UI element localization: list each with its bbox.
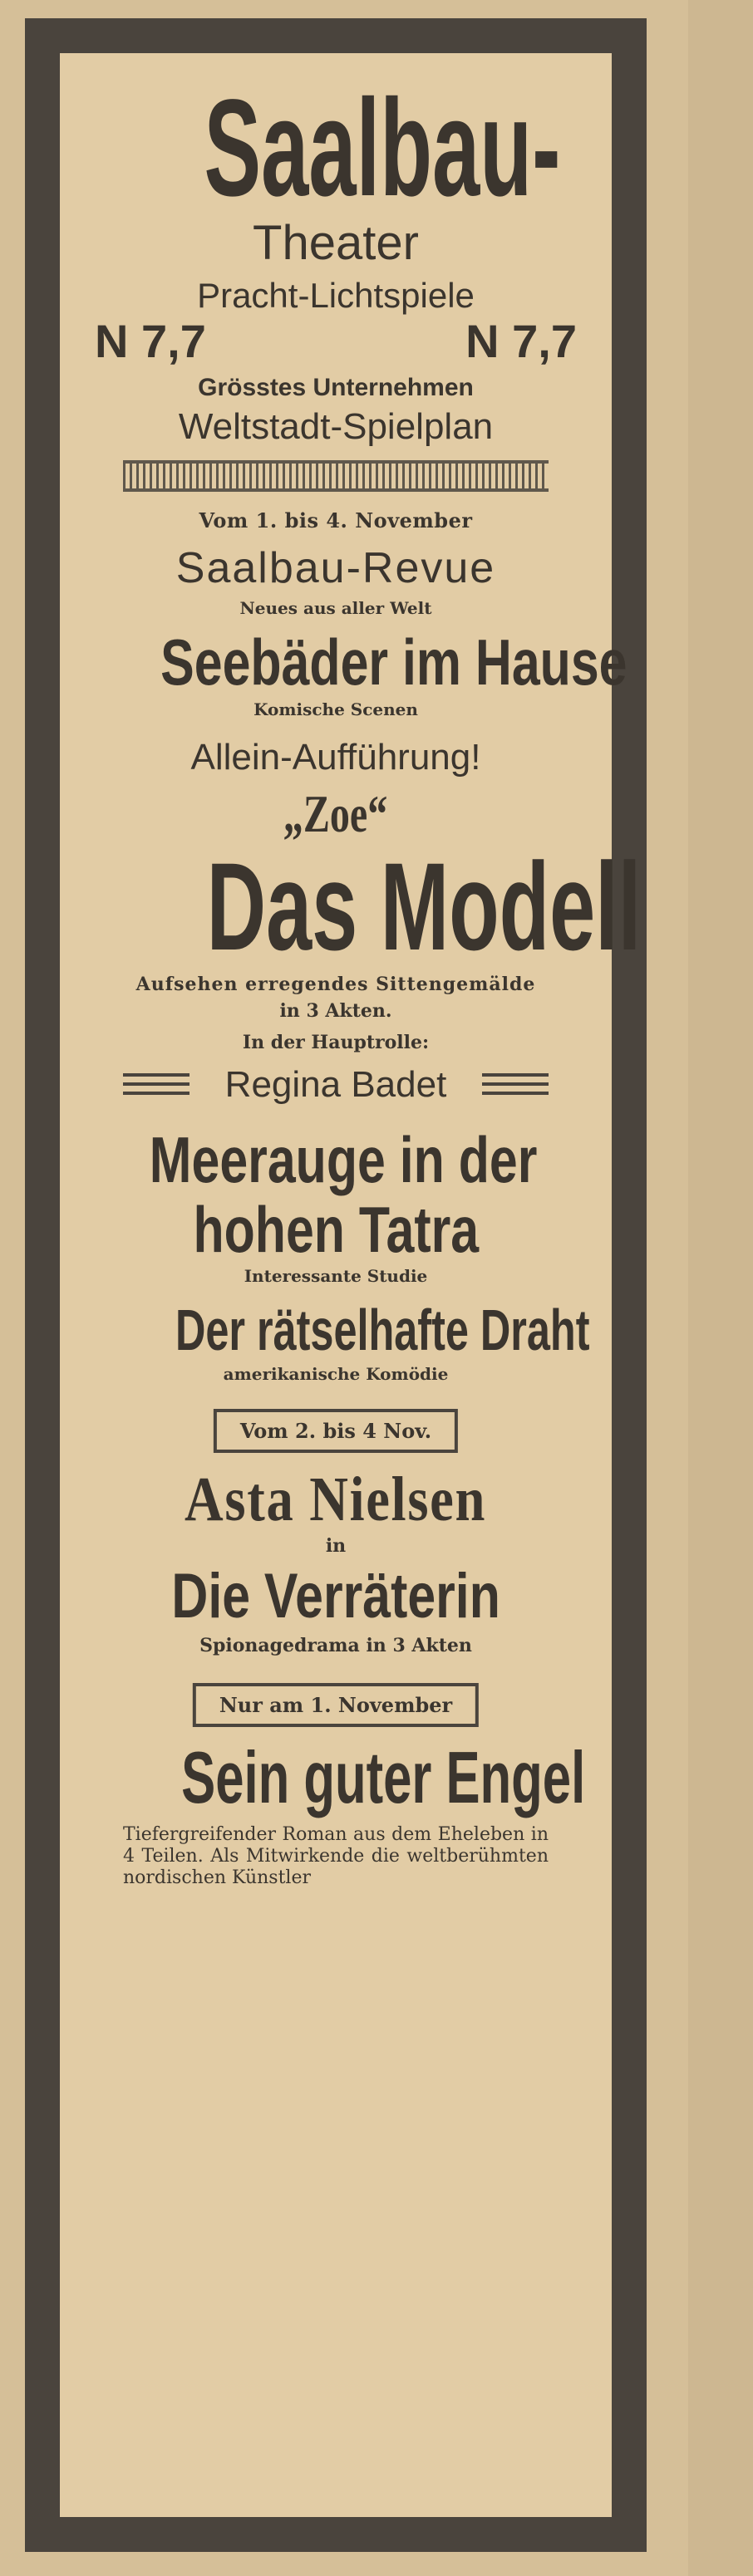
show3-title-2: hohen Tatra	[193, 1193, 479, 1266]
subtitle-line	[95, 216, 577, 271]
film2-desc: Spionagedrama in 3 Akten	[199, 1635, 472, 1656]
flank-lines-left	[123, 1073, 189, 1097]
title-line	[95, 71, 577, 225]
film3-title-line	[95, 1736, 586, 1818]
section3-dates-box	[193, 1683, 479, 1727]
show2-title-line	[95, 626, 628, 699]
feature-desc-2: in 3 Akten.	[279, 1000, 392, 1022]
tagline-line	[95, 276, 577, 316]
show3-desc: Interessante Studie	[244, 1266, 428, 1286]
feature-quote-line	[95, 784, 577, 844]
show1-title: Saalbau-Revue	[175, 544, 496, 592]
show3-title-1: Meerauge in der	[149, 1123, 538, 1196]
section1-dates-line	[95, 508, 577, 537]
flank-lines-right	[482, 1073, 549, 1097]
show4-title: Der rätselhafte Draht	[175, 1298, 590, 1362]
film3-title: Sein guter Engel	[181, 1736, 586, 1818]
show1-desc: Neues aus aller Welt	[239, 598, 432, 618]
show3-title-line-2	[95, 1195, 577, 1264]
tagline: Pracht-Lichtspiele	[197, 276, 475, 315]
ad-frame	[25, 18, 647, 2552]
show2-desc: Komische Scenen	[253, 699, 418, 719]
show2-desc-line	[95, 699, 577, 724]
exclusive-line	[95, 734, 577, 781]
claim-line	[95, 372, 577, 404]
leading-role-label: In der Hauptrolle:	[242, 1032, 430, 1053]
address-left: N 7,7	[95, 315, 206, 367]
hatched-divider	[123, 460, 549, 492]
address-right: N 7,7	[465, 315, 577, 367]
feature-title: Das Modell	[206, 837, 642, 976]
film2-title: Die Verräterin	[171, 1561, 500, 1631]
feature-desc-line-1	[95, 974, 577, 999]
feature-title-line	[95, 837, 642, 976]
in-word: in	[325, 1535, 347, 1557]
subtitle: Theater	[253, 216, 419, 270]
film2-title-line	[95, 1563, 577, 1630]
show3-title-line-1	[95, 1125, 577, 1195]
address-line	[95, 316, 577, 367]
program-line	[95, 405, 577, 449]
section3-dates: Nur am 1. November	[219, 1693, 453, 1717]
section2-dates-box	[214, 1409, 458, 1453]
show1-title-line	[95, 543, 577, 593]
in-line	[95, 1535, 577, 1560]
claim: Grösstes Unternehmen	[198, 374, 474, 401]
ad-content	[95, 53, 642, 2517]
feature-desc-1: Aufsehen erregendes Sittengemälde	[135, 974, 536, 995]
show3-desc-line	[95, 1266, 577, 1291]
show4-title-line	[95, 1298, 590, 1362]
film2-desc-line	[95, 1635, 577, 1660]
show4-desc: amerikanische Komödie	[223, 1364, 449, 1384]
program: Weltstadt-Spielplan	[178, 406, 494, 447]
star-line	[95, 1465, 577, 1533]
leading-role-label-line	[95, 1032, 577, 1057]
show1-desc-line	[95, 598, 577, 623]
section1-dates: Vom 1. bis 4. November	[199, 508, 473, 532]
exclusive: Allein-Aufführung!	[190, 737, 481, 778]
feature-desc-line-2	[95, 1000, 577, 1025]
section2-dates: Vom 2. bis 4 Nov.	[239, 1419, 432, 1443]
film3-desc: Tiefergreifender Roman aus dem Eheleben in 4 Teilen. Als Mitwirkende die weltberühmten nordischen Künstler	[123, 1824, 549, 1888]
show4-desc-line	[95, 1364, 577, 1389]
star-name: Asta Nielsen	[185, 1465, 487, 1534]
leading-role-name: Regina Badet	[224, 1064, 447, 1105]
feature-quote: „Zoe“	[283, 784, 388, 843]
show2-title: Seebäder im Hause	[160, 626, 628, 699]
page-title: Saalbau-	[204, 71, 561, 225]
